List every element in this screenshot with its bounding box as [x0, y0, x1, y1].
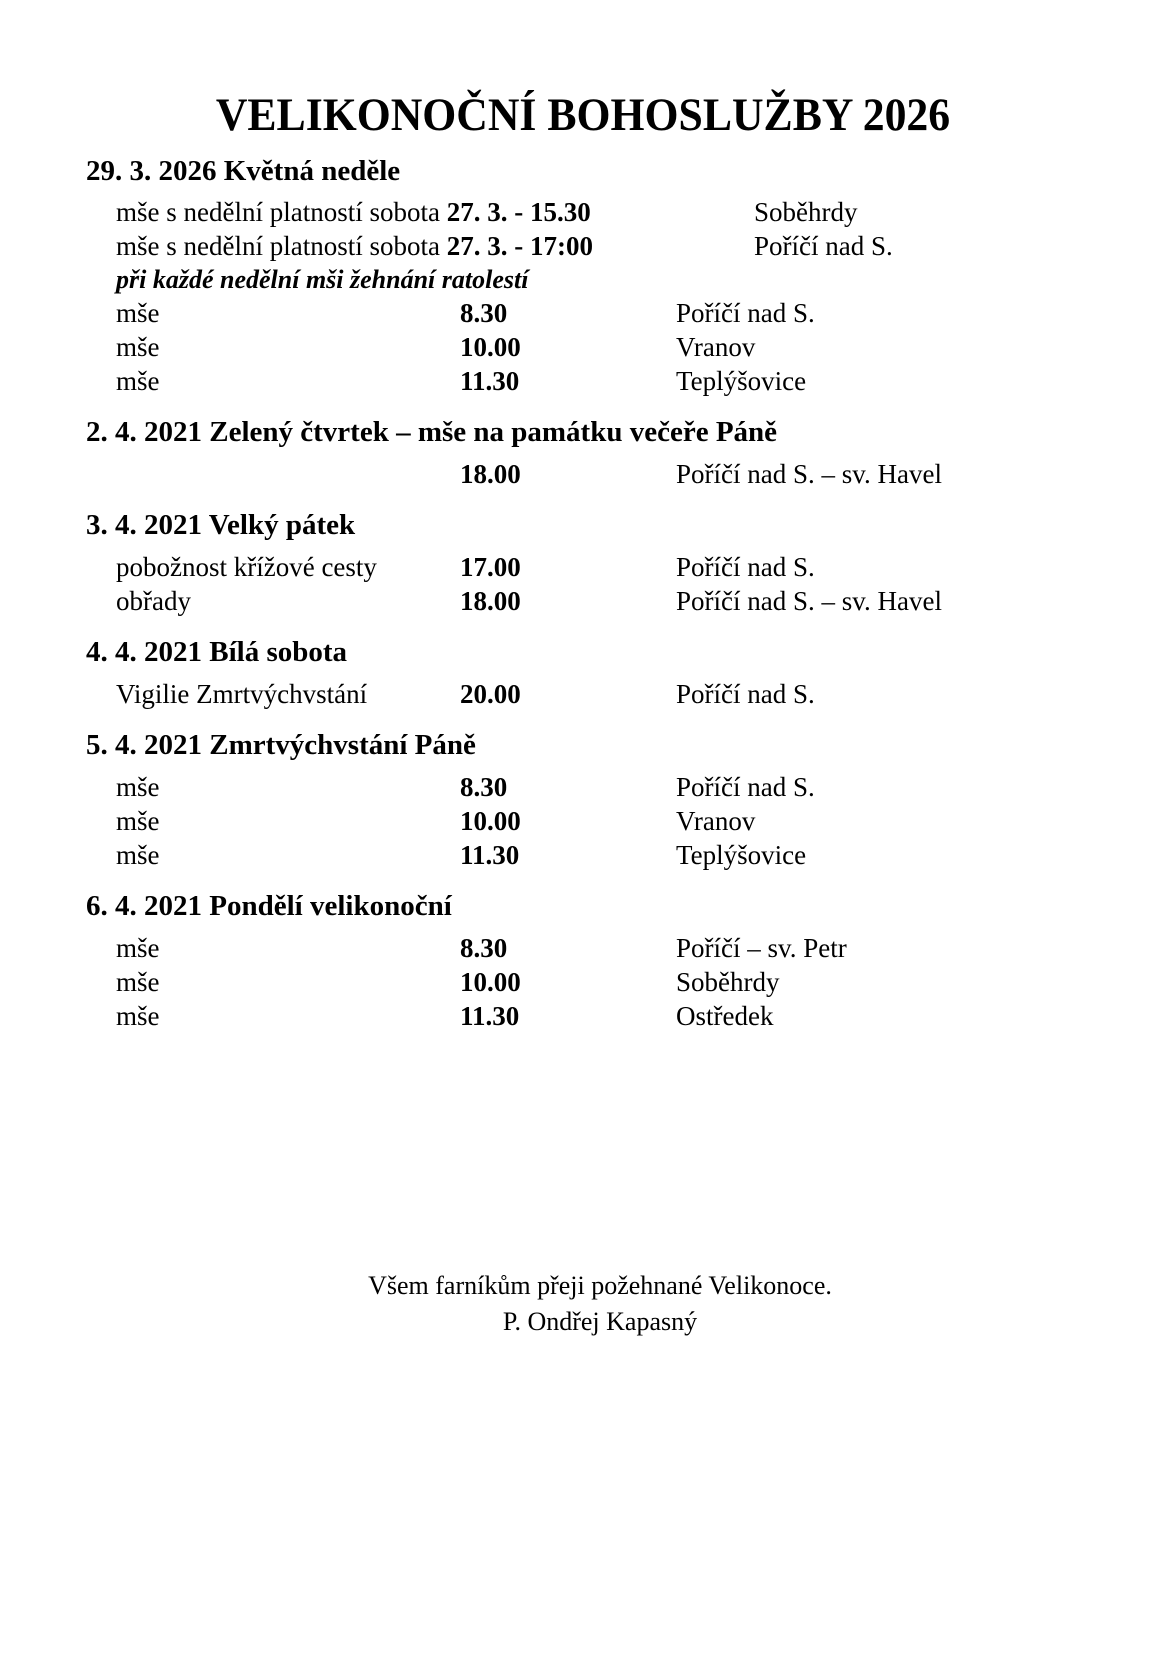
- service-place: Ostředek: [676, 1001, 774, 1031]
- service-label: mše s nedělní platností sobota 27. 3. - 17:00: [116, 231, 593, 261]
- schedule-row: [0, 1001, 1166, 1035]
- day-heading-easter-monday: 6. 4. 2021 Pondělí velikonoční: [86, 890, 452, 922]
- service-label: mše: [116, 1001, 160, 1031]
- service-time: 10.00: [460, 332, 521, 362]
- service-time: 18.00: [460, 586, 521, 616]
- service-time: 11.30: [460, 1001, 520, 1031]
- service-time: 20.00: [460, 679, 521, 709]
- service-label: mše: [116, 298, 160, 328]
- schedule-row: [0, 332, 1166, 366]
- service-place: Vranov: [676, 806, 756, 836]
- service-label: Vigilie Zmrtvýchvstání: [116, 679, 368, 709]
- schedule-row: [0, 459, 1166, 493]
- schedule-row: [0, 552, 1166, 586]
- service-place: Poříčí nad S.: [754, 231, 893, 261]
- service-time: 17.00: [460, 552, 521, 582]
- schedule-row: [0, 298, 1166, 332]
- service-label: mše: [116, 366, 160, 396]
- footer: [0, 1268, 1166, 1340]
- schedule-row: [0, 679, 1166, 713]
- service-time: 11.30: [460, 840, 520, 870]
- service-place: Soběhrdy: [754, 197, 858, 227]
- service-label: mše: [116, 772, 160, 802]
- service-time: 8.30: [460, 298, 508, 328]
- service-place: Poříčí nad S. – sv. Havel: [676, 586, 942, 616]
- schedule-row: [0, 772, 1166, 806]
- page-title: VELIKONOČNÍ BOHOSLUŽBY 2026: [215, 89, 951, 141]
- service-time: 18.00: [460, 459, 521, 489]
- day-heading-good-friday: 3. 4. 2021 Velký pátek: [86, 509, 356, 541]
- schedule-row: [0, 806, 1166, 840]
- service-place: Poříčí – sv. Petr: [676, 933, 847, 963]
- service-label: mše: [116, 840, 160, 870]
- service-time: 8.30: [460, 772, 508, 802]
- service-place: Vranov: [676, 332, 756, 362]
- schedule-row: [0, 967, 1166, 1001]
- service-time: 10.00: [460, 806, 521, 836]
- service-place: Teplýšovice: [676, 366, 807, 396]
- service-date-time: 27. 3. - 15.30: [446, 197, 591, 227]
- footer-signature: P. Ondřej Kapasný: [502, 1307, 698, 1336]
- service-place: Poříčí nad S.: [676, 298, 815, 328]
- service-place: Poříčí nad S.: [676, 679, 815, 709]
- service-label: pobožnost křížové cesty: [116, 552, 377, 582]
- service-place: Teplýšovice: [676, 840, 807, 870]
- service-label: obřady: [116, 586, 191, 616]
- day-heading-holy-saturday: 4. 4. 2021 Bílá sobota: [86, 636, 348, 668]
- schedule-row: [0, 366, 1166, 400]
- schedule-row: [0, 840, 1166, 874]
- service-time: 8.30: [460, 933, 508, 963]
- schedule-row: [0, 231, 1166, 265]
- service-time: 10.00: [460, 967, 521, 997]
- service-date-time: 27. 3. - 17:00: [446, 231, 593, 261]
- service-label: mše: [116, 933, 160, 963]
- schedule-row: [0, 197, 1166, 231]
- blessing-note: při každé nedělní mši žehnání ratolestí: [116, 265, 529, 294]
- service-label: mše: [116, 967, 160, 997]
- footer-greeting: Všem farníkům přeji požehnané Velikonoce.: [368, 1271, 832, 1300]
- service-time: 11.30: [460, 366, 520, 396]
- service-label: mše: [116, 332, 160, 362]
- service-place: Poříčí nad S.: [676, 552, 815, 582]
- day-heading-maundy-thursday: 2. 4. 2021 Zelený čtvrtek – mše na památku večeře Páně: [86, 416, 778, 448]
- service-place: Poříčí nad S.: [676, 772, 815, 802]
- day-heading-palm-sunday: 29. 3. 2026 Květná neděle: [86, 155, 401, 187]
- day-heading-easter-sunday: 5. 4. 2021 Zmrtvýchvstání Páně: [86, 729, 476, 761]
- schedule-row: [0, 586, 1166, 620]
- service-place: Poříčí nad S. – sv. Havel: [676, 459, 942, 489]
- schedule-row: [0, 933, 1166, 967]
- service-place: Soběhrdy: [676, 967, 780, 997]
- service-label: mše s nedělní platností sobota 27. 3. - 15.30: [116, 197, 591, 227]
- service-label: mše: [116, 806, 160, 836]
